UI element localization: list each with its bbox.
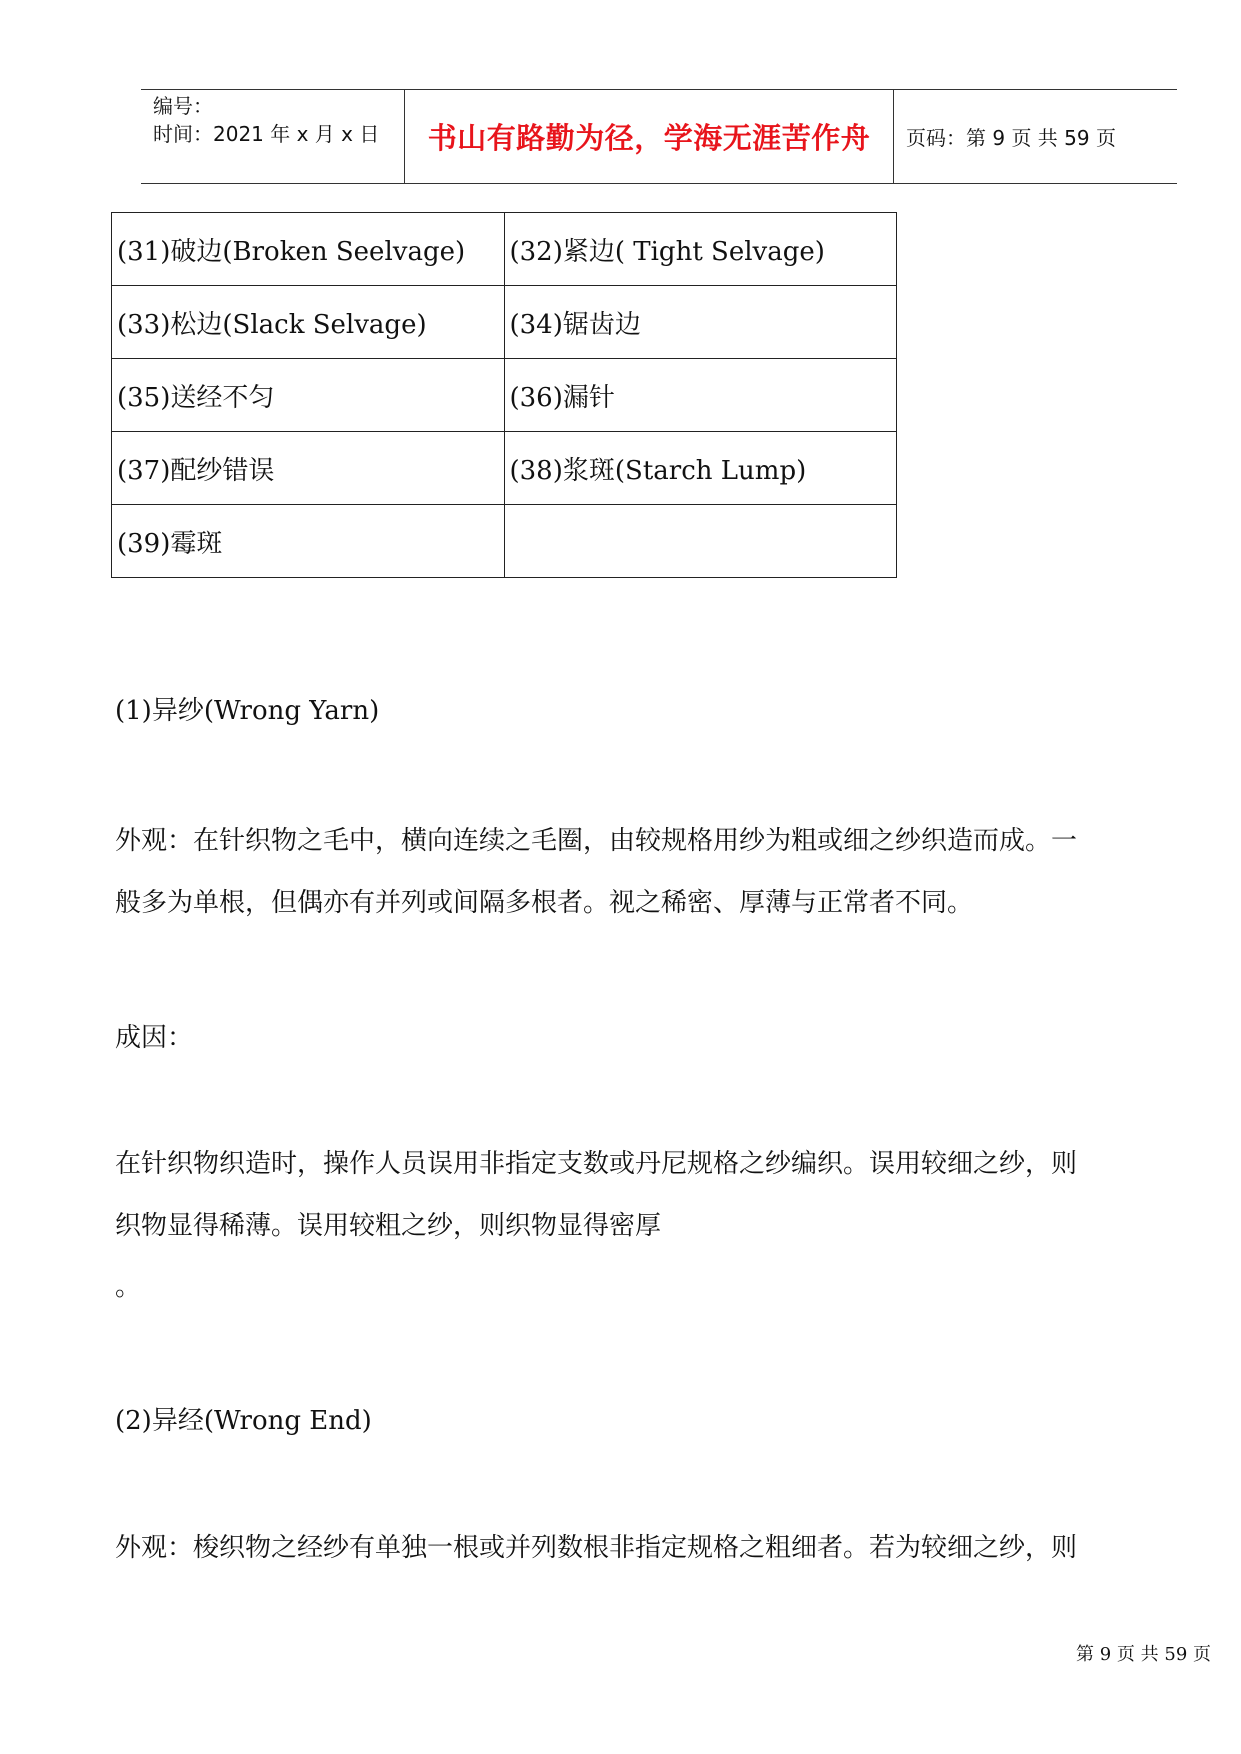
cause-line3: 。 (115, 1272, 142, 1302)
section1-appearance-line1: 外观：在针织物之毛中，横向连续之毛圈，由较规格用纱为粗或细之纱织造而成。一 (115, 826, 1078, 856)
table-cell: (37)配纱错误 (112, 432, 505, 505)
number-label: 编号： (153, 94, 213, 118)
table-cell (504, 505, 897, 578)
time-label: 时间：2021 年 x 月 x 日 (153, 122, 380, 146)
page-footer: 第 9 页 共 59 页 (1076, 1644, 1211, 1665)
page-info-text: 页码：第 9 页 共 59 页 (906, 126, 1116, 150)
table-row (112, 432, 897, 505)
table-cell: (39)霉斑 (112, 505, 505, 578)
header-page-info (894, 90, 1177, 183)
table-cell: (35)送经不匀 (112, 359, 505, 432)
table-row (112, 286, 897, 359)
table-cell: (32)紧边( Tight Selvage) (504, 213, 897, 286)
motto-text: 书山有路勤为径，学海无涯苦作舟 (427, 121, 871, 155)
header-meta (141, 90, 405, 183)
table-row (112, 505, 897, 578)
cause-line2: 织物显得稀薄。误用较粗之纱，则织物显得密厚 (115, 1211, 662, 1241)
table-cell: (31)破边(Broken Seelvage) (112, 213, 505, 286)
table-row (112, 359, 897, 432)
section1-appearance-line2: 般多为单根，但偶亦有并列或间隔多根者。视之稀密、厚薄与正常者不同。 (115, 888, 974, 918)
table-row (112, 213, 897, 286)
table-cell: (33)松边(Slack Selvage) (112, 286, 505, 359)
table-cell: (34)锯齿边 (504, 286, 897, 359)
cause-label: 成因： (115, 1023, 194, 1053)
page-header (141, 89, 1177, 184)
table-cell: (38)浆斑(Starch Lump) (504, 432, 897, 505)
section1-title: (1)异纱(Wrong Yarn) (115, 696, 380, 726)
cause-line1: 在针织物织造时，操作人员误用非指定支数或丹尼规格之纱编织。误用较细之纱，则 (115, 1149, 1078, 1179)
section2-title: (2)异经(Wrong End) (115, 1406, 372, 1436)
defect-table (111, 212, 897, 578)
table-cell: (36)漏针 (504, 359, 897, 432)
header-motto (405, 90, 894, 183)
section2-appearance-line1: 外观：梭织物之经纱有单独一根或并列数根非指定规格之粗细者。若为较细之纱，则 (115, 1533, 1078, 1563)
